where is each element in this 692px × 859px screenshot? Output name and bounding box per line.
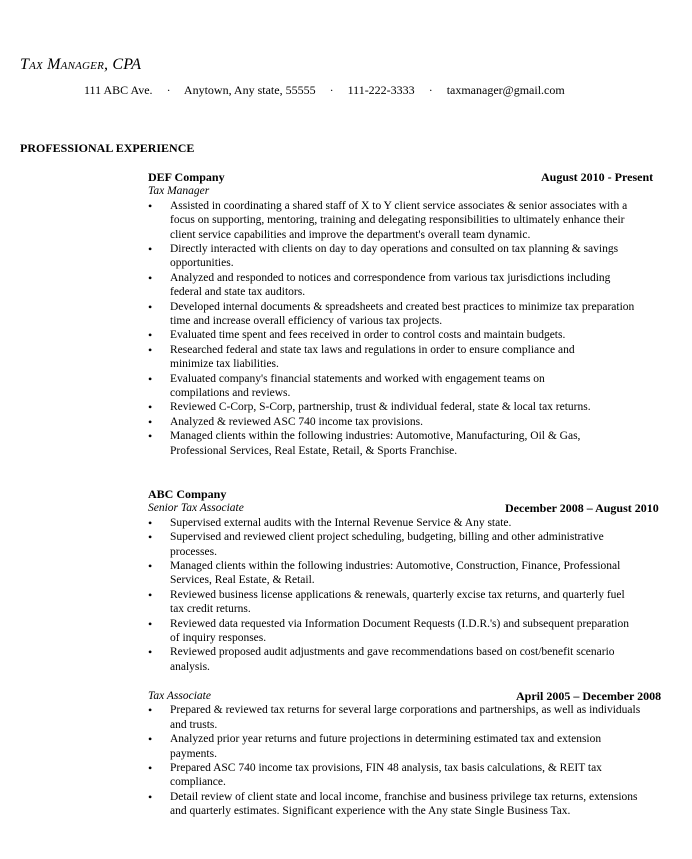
contact-line: [84, 83, 565, 97]
bullet-item: • Reviewed business license applications & renewals, quarterly excise tax returns, and quarterly fuel tax credit returns.: [148, 588, 664, 617]
contact-separator: ·: [329, 83, 334, 97]
job-bullets: [148, 703, 668, 818]
bullet-item: • Reviewed proposed audit adjustments and gave recommendations based on cost/benefit scenario analysis.: [148, 645, 664, 674]
bullet-item: • Directly interacted with clients on day to day operations and consulted on tax planning & savings opportunities.: [148, 242, 664, 271]
contact-city: Anytown, Any state, 55555: [183, 83, 316, 97]
contact-phone: 111-222-3333: [347, 83, 415, 97]
job-dates: April 2005 – December 2008: [516, 689, 662, 703]
job-dates: December 2008 – August 2010: [505, 501, 659, 516]
section-title-experience: PROFESSIONAL EXPERIENCE: [20, 141, 195, 155]
job-role: Senior Tax Associate: [148, 502, 244, 515]
bullet-item: • Analyzed & reviewed ASC 740 income tax provisions.: [148, 415, 664, 429]
job-role: Tax Associate: [148, 690, 211, 702]
bullet-item: • Reviewed C-Corp, S-Corp, partnership, trust & individual federal, state & local tax returns.: [148, 400, 664, 414]
contact-email: taxmanager@gmail.com: [446, 83, 565, 97]
contact-separator: ·: [166, 83, 171, 97]
bullet-item: • Assisted in coordinating a shared staff of X to Y client service associates & senior associates with a focus on supporting, mentoring, training and delegating responsibilities to ultimately enhance their client service capabilities and improve the department's overall team dynamic.: [148, 199, 664, 242]
resume-name: Tax Manager, CPA: [20, 56, 142, 73]
bullet-item: • Evaluated time spent and fees received in order to control costs and maintain budgets.: [148, 328, 664, 342]
contact-separator: ·: [428, 83, 433, 97]
bullet-item: • Prepared & reviewed tax returns for several large corporations and partnerships, as well as individuals and trusts.: [148, 703, 668, 732]
job-bullets: [148, 516, 664, 674]
job-abc-company: [148, 487, 664, 674]
bullet-item: • Developed internal documents & spreadsheets and created best practices to minimize tax preparation time and increase overall efficiency of various tax projects.: [148, 300, 664, 329]
contact-address: 111 ABC Ave.: [84, 83, 153, 97]
job-bullets: [148, 199, 664, 458]
bullet-item: • Analyzed prior year returns and future projections in determining estimated tax and extension payments.: [148, 732, 668, 761]
bullet-item: • Reviewed data requested via Information Document Requests (I.D.R.'s) and subsequent preparation of inquiry responses.: [148, 617, 664, 646]
job-role: Tax Manager: [148, 185, 210, 198]
job-tax-associate: [148, 689, 668, 819]
bullet-item: • Managed clients within the following industries: Automotive, Manufacturing, Oil & Gas, Professional Services, Real Estate, Retail, & Sports Franchise.: [148, 429, 664, 458]
bullet-item: • Researched federal and state tax laws and regulations in order to ensure compliance and minimize tax liabilities.: [148, 343, 664, 372]
job-company: ABC Company: [148, 487, 227, 501]
bullet-item: • Detail review of client state and local income, franchise and business privilege tax returns, extensions and quarterly estimates. Significant experience with the Any state Single Business Tax.: [148, 790, 668, 819]
bullet-item: • Analyzed and responded to notices and correspondence from various tax jurisdictions including federal and state tax auditors.: [148, 271, 664, 300]
bullet-item: • Supervised external audits with the Internal Revenue Service & Any state.: [148, 516, 664, 530]
bullet-item: • Evaluated company's financial statements and worked with engagement teams on compilations and reviews.: [148, 372, 664, 401]
job-company: DEF Company: [148, 170, 225, 184]
job-dates: August 2010 - Present: [541, 170, 654, 184]
bullet-item: • Prepared ASC 740 income tax provisions, FIN 48 analysis, tax basis calculations, & REIT tax compliance.: [148, 761, 668, 790]
job-def-company: [148, 170, 664, 458]
bullet-item: • Managed clients within the following industries: Automotive, Construction, Finance, Professional Services, Real Estate, & Retail.: [148, 559, 664, 588]
bullet-item: • Supervised and reviewed client project scheduling, budgeting, billing and other administrative processes.: [148, 530, 664, 559]
